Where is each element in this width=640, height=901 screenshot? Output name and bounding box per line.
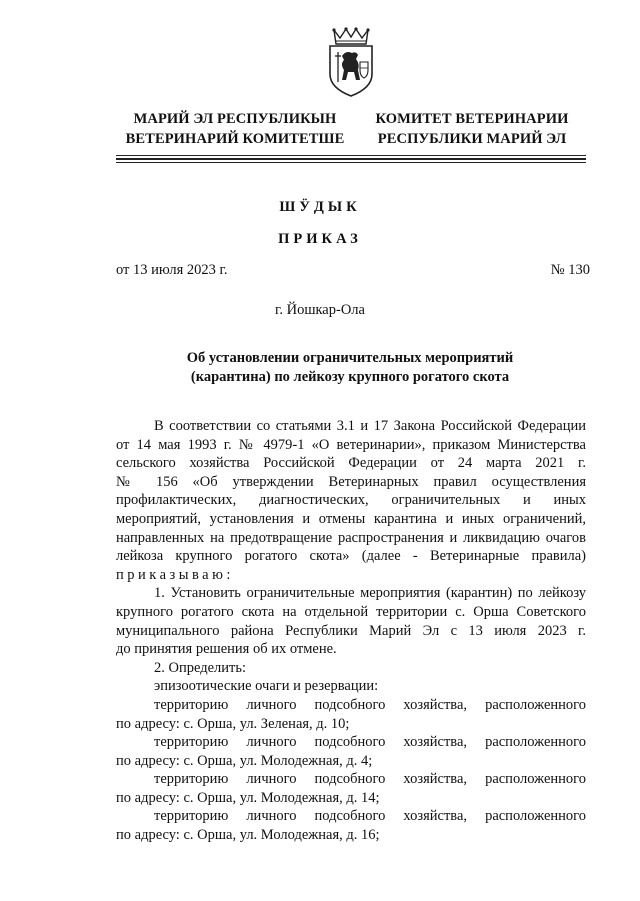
body-line: по адресу: с. Орша, ул. Молодежная, д. 4;	[116, 752, 373, 769]
header-divider	[116, 155, 586, 156]
issuer-name-russian	[352, 109, 592, 149]
body-line: лейкоза крупного рогатого скота» (далее - Ветеринарные правила)	[116, 548, 586, 565]
issuer-name-mari	[100, 109, 370, 149]
document-type-russian: ПРИКАЗ	[278, 231, 362, 247]
subject-line: (карантина) по лейкозу крупного рогатого скота	[190, 369, 510, 385]
body-line: направленных на предотвращение распространения и ликвидацию очагов	[116, 529, 586, 546]
body-line: 2. Определить:	[154, 659, 247, 676]
issuer-name-mari-line2: ВЕТЕРИНАРИЙ КОМИТЕТШЕ	[125, 131, 345, 147]
document-type-mari: ШӰДЫК	[279, 199, 361, 215]
document-body	[116, 417, 586, 845]
document-subject	[140, 349, 560, 387]
subject-line: Об установлении ограничительных мероприятий	[186, 350, 514, 366]
body-line: по адресу: с. Орша, ул. Зеленая, д. 10;	[116, 715, 350, 732]
issuer-name-russian-line1: КОМИТЕТ ВЕТЕРИНАРИИ	[375, 111, 569, 127]
document-number: № 130	[550, 262, 590, 278]
issuer-name-mari-line1: МАРИЙ ЭЛ РЕСПУБЛИКЫН	[133, 111, 337, 127]
document-date: от 13 июля 2023 г.	[116, 262, 228, 278]
coat-of-arms-emblem	[326, 26, 376, 98]
body-line: территорию личного подсобного хозяйства, расположенного	[154, 771, 586, 788]
body-line: крупного рогатого скота на отдельной территории с. Орша Советского	[116, 603, 586, 620]
body-line: территорию личного подсобного хозяйства, расположенного	[154, 808, 586, 825]
body-line: эпизоотические очаги и резервации:	[154, 678, 379, 695]
body-line: профилактических, диагностических, ограничительных и иных	[116, 492, 586, 509]
body-line: № 156 «Об утверждении Ветеринарных правил осуществления	[116, 473, 586, 490]
body-line: приказываю:	[116, 566, 234, 583]
header-divider	[116, 162, 586, 163]
body-line: от 14 мая 1993 г. № 4979-1 «О ветеринарии», приказом Министерства	[116, 436, 586, 453]
header-divider	[116, 158, 586, 160]
body-line: до принятия решения об их отмене.	[116, 641, 337, 658]
body-line: муниципального района Республики Марий Эл с 13 июля 2023 г.	[116, 622, 586, 639]
body-line: территорию личного подсобного хозяйства, расположенного	[154, 734, 586, 751]
body-line: по адресу: с. Орша, ул. Молодежная, д. 16;	[116, 827, 380, 844]
body-line: по адресу: с. Орша, ул. Молодежная, д. 14;	[116, 789, 380, 806]
body-line: сельского хозяйства Российской Федерации от 24 марта 2021 г.	[116, 455, 586, 472]
body-line: территорию личного подсобного хозяйства, расположенного	[154, 696, 586, 713]
issuer-name-russian-line2: РЕСПУБЛИКИ МАРИЙ ЭЛ	[377, 131, 567, 147]
body-line: 1. Установить ограничительные мероприятия (карантин) по лейкозу	[154, 585, 586, 602]
document-city: г. Йошкар-Ола	[275, 302, 365, 318]
body-line: мероприятий, установления и отмены карантина и иных ограничений,	[116, 510, 586, 527]
body-line: В соответствии со статьями 3.1 и 17 Закона Российской Федерации	[154, 418, 586, 434]
